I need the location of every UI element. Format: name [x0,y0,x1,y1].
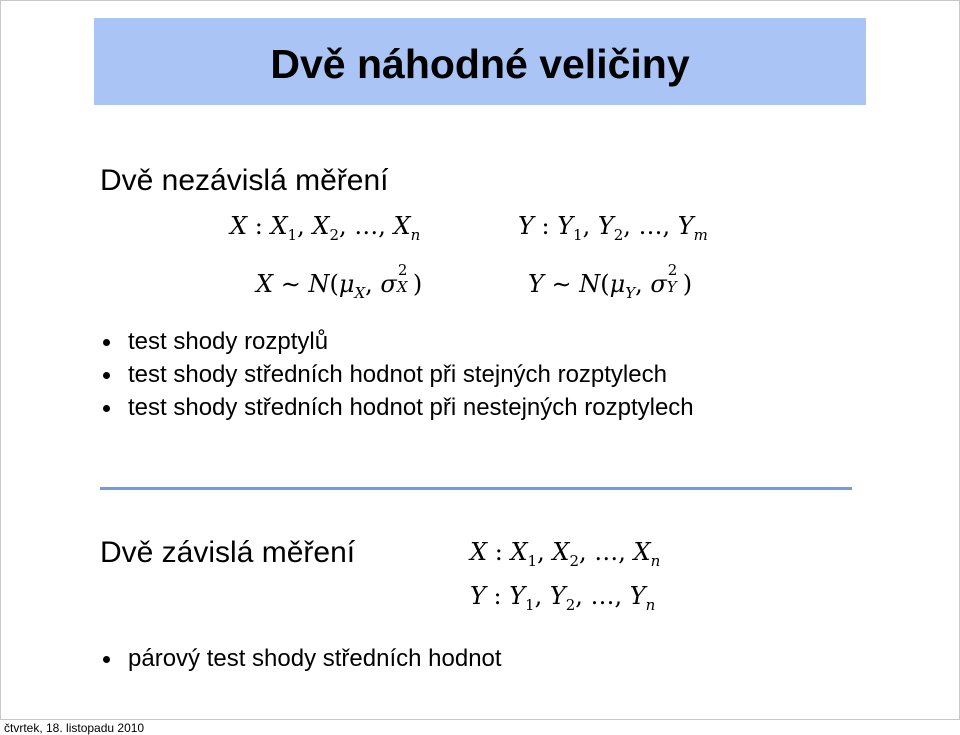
independent-heading: Dvě nezávislá měření [100,164,389,197]
independent-x-sequence: X : $X_1$, $X_2$, …, $X_n$ [230,212,421,244]
list-item: test shody středních hodnot při stejných rozptylech [100,358,694,391]
independent-y-sequence: Y : $Y_1$, $Y_2$, …, $Y_m$ [518,212,708,244]
dependent-y-sequence: Y : $Y_1$, $Y_2$, …, $Y_n$ [470,582,656,614]
dependent-heading: Dvě závislá měření [100,536,356,569]
list-item: test shody středních hodnot při nestejných rozptylech [100,391,694,424]
independent-y-distribution: Y ∼ $N(\mu_Y$, σ 2 Y ) [528,261,693,302]
slide-title: Dvě náhodné veličiny [270,41,690,87]
independent-x-distribution: X ∼ $N(\mu_X$, σ 2 X ) [256,261,423,302]
list-item: párový test shody středních hodnot [100,642,502,675]
list-item: test shody rozptylů [100,325,694,358]
dependent-x-sequence: X : $X_1$, $X_2$, …, $X_n$ [470,538,661,570]
independent-bullet-list [100,325,694,424]
dependent-bullet-list [100,642,502,675]
footer-date: čtvrtek, 18. listopadu 2010 [4,721,145,735]
section-divider [100,487,852,490]
